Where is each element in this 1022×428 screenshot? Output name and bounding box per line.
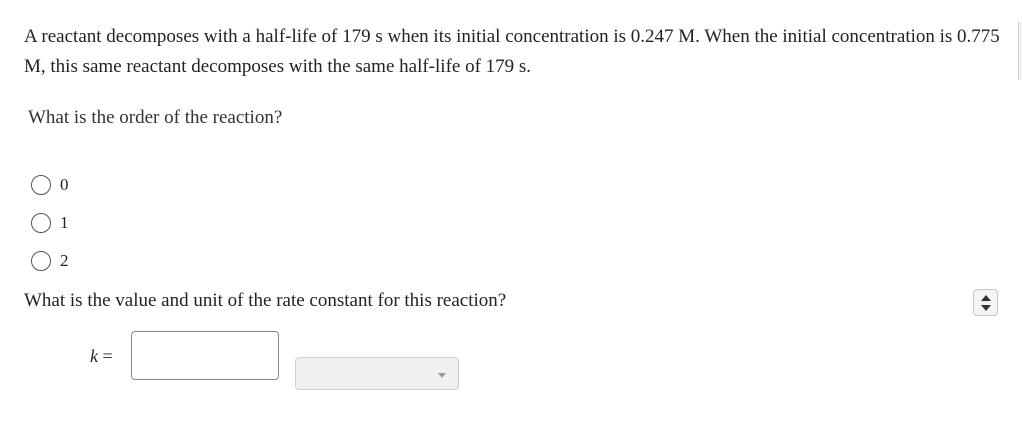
arrow-up-icon[interactable] <box>981 295 991 301</box>
order-option-0[interactable] <box>31 172 69 198</box>
unit-dropdown[interactable] <box>295 357 459 390</box>
order-option-2[interactable] <box>31 248 69 274</box>
option-label: 0 <box>60 175 69 194</box>
order-options <box>31 172 69 286</box>
option-label: 2 <box>60 251 69 270</box>
option-label: 1 <box>60 213 69 232</box>
rate-question-prompt: What is the value and unit of the rate constant for this reaction? <box>24 290 507 311</box>
radio-button[interactable] <box>31 213 51 233</box>
k-label <box>90 346 113 367</box>
radio-button[interactable] <box>31 175 51 195</box>
arrow-down-icon[interactable] <box>981 305 991 311</box>
rate-constant-input[interactable] <box>131 331 279 380</box>
scrollbar-edge[interactable] <box>1018 22 1022 80</box>
k-symbol: k <box>90 346 98 366</box>
order-option-1[interactable] <box>31 210 69 236</box>
radio-button[interactable] <box>31 251 51 271</box>
chevron-down-icon <box>438 373 446 378</box>
question-text: A reactant decomposes with a half-life of 179 s when its initial concentration is 0.247 M. When the initial concentration is 0.775 M, this same reactant decomposes with the same half-life of 179 s. <box>24 26 1000 77</box>
stepper-control[interactable] <box>973 289 998 316</box>
equals-sign: = <box>102 346 113 366</box>
order-question-prompt: What is the order of the reaction? <box>28 107 283 128</box>
